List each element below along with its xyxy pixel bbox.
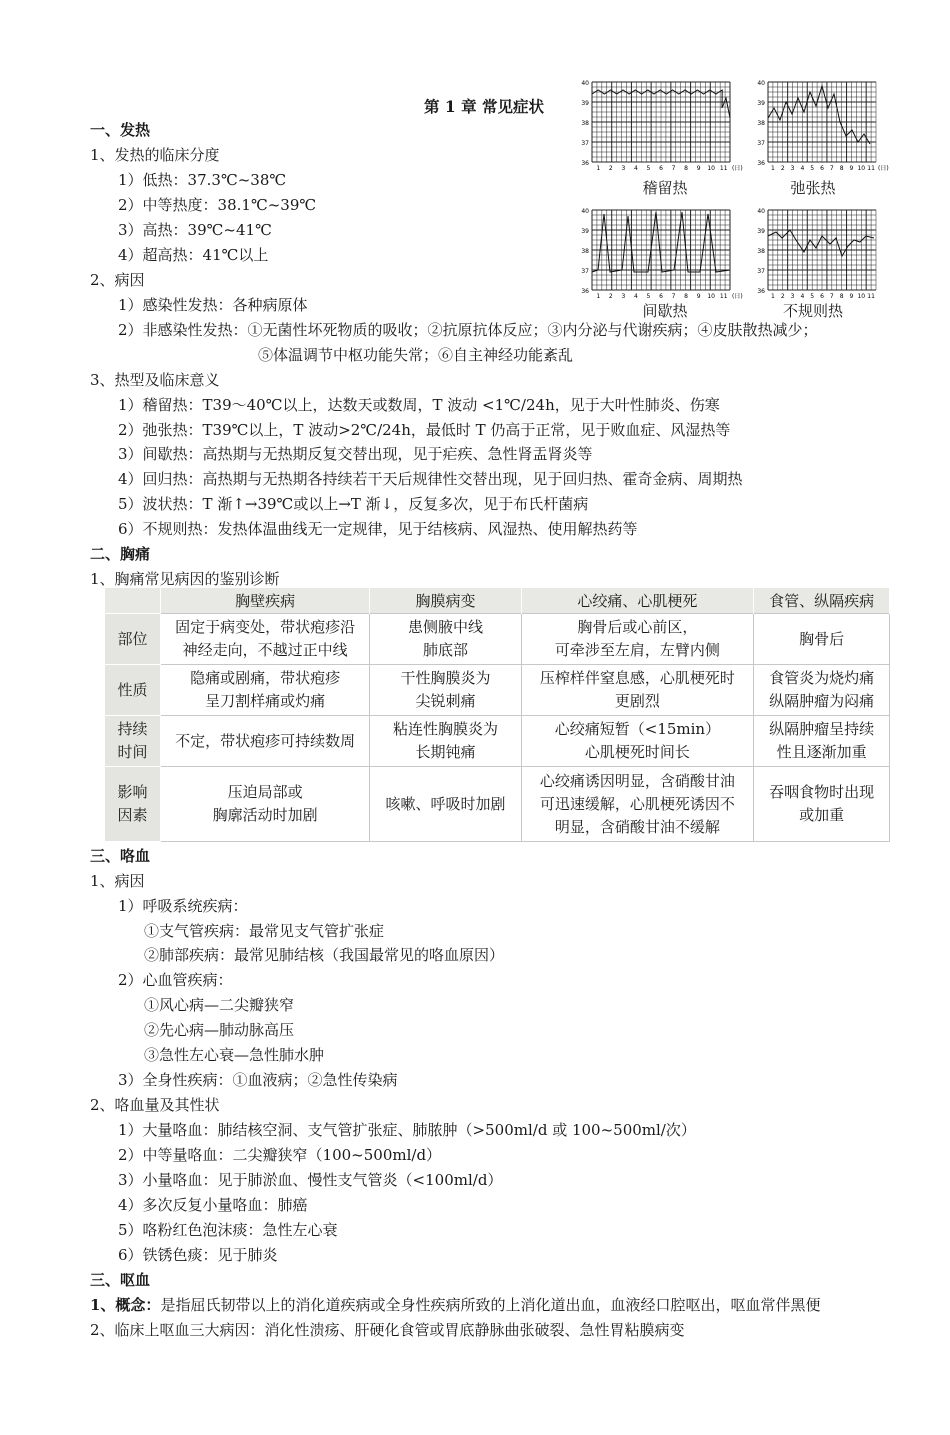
table-cell: 胸骨后或心前区， 可牵涉至左肩，左臂内侧	[521, 614, 754, 665]
table-cell: 纵隔肿瘤呈持续 性且逐渐加重	[754, 716, 890, 767]
cause-subitem: ②肺部疾病：最常见肺结核（我国最常见的咯血原因）	[144, 946, 505, 964]
y-tick: 40	[581, 208, 589, 215]
fever-type-item: 4）回归热：高热期与无热期各持续若干天后规律性交替出现，见于回归热、霍奇金病、周期热	[118, 470, 743, 488]
grid	[592, 82, 730, 162]
fever-curve-intermittent	[570, 196, 743, 301]
subheading-differential: 1、胸痛常见病因的鉴别诊断	[90, 570, 280, 588]
y-tick: 40	[581, 80, 589, 87]
cause-subitem: ①支气管疾病：最常见支气管扩张症	[144, 922, 385, 940]
x-tick: 2	[608, 165, 613, 172]
table-cell: 不定，带状疱疹可持续数周	[160, 716, 369, 767]
x-tick: 8	[684, 293, 689, 300]
x-tick: 4	[800, 293, 805, 300]
x-tick: 8	[839, 293, 844, 300]
amount-item: 6）铁锈色痰：见于肺炎	[118, 1246, 278, 1264]
subheading-causes: 1、病因	[90, 872, 145, 890]
table-cell: 压榨样伴窒息感，心肌梗死时 更剧烈	[521, 665, 754, 716]
x-tick: 6	[659, 293, 663, 300]
cause-item: 2）非感染性发热：①无菌性坏死物质的吸收；②抗原抗体反应；③内分泌与代谢疾病；④皮肤散热减少；	[118, 321, 818, 339]
caption-sustained: 稽留热	[642, 179, 688, 197]
table-row	[105, 665, 890, 716]
cause-subitem: ①风心病—二尖瓣狭窄	[144, 996, 295, 1014]
amount-item: 1）大量咯血：肺结核空洞、支气管扩张症、肺脓肿（>500ml/d 或 100~500ml/次）	[118, 1121, 696, 1139]
x-tick: 9	[849, 165, 854, 172]
x-tick: 6	[820, 293, 824, 300]
table-header: 心绞痛、心肌梗死	[521, 588, 754, 614]
x-tick: 10	[857, 293, 866, 300]
x-tick: 6	[820, 165, 824, 172]
definition-label: 1、概念：	[90, 1296, 161, 1314]
y-tick: 39	[581, 100, 589, 107]
fever-type-item: 6）不规则热：发热体温曲线无一定规律，见于结核病、风湿热、使用解热药等	[118, 520, 638, 538]
causes-line: 2、临床上呕血三大病因：消化性溃疡、肝硬化食管或胃底静脉曲张破裂、急性胃粘膜病变	[90, 1321, 685, 1339]
fever-type-item: 3）间歇热：高热期与无热期反复交替出现，见于疟疾、急性肾盂肾炎等	[118, 445, 593, 463]
cause-subitem: ②先心病—肺动脉高压	[144, 1021, 295, 1039]
x-suffix: (日)	[878, 165, 889, 172]
grid	[768, 82, 876, 162]
fever-curve-sustained	[570, 78, 743, 174]
y-tick: 38	[581, 248, 589, 255]
x-tick: 11	[867, 293, 875, 300]
x-tick: 1	[770, 293, 775, 300]
x-tick: 11	[719, 293, 728, 300]
x-tick: 4	[800, 165, 805, 172]
x-tick: 5	[810, 165, 815, 172]
x-suffix: (日)	[732, 165, 743, 172]
subheading-types: 3、热型及临床意义	[90, 371, 220, 389]
x-tick: 2	[608, 293, 613, 300]
y-tick: 36	[581, 160, 589, 167]
amount-item: 3）小量咯血：见于肺淤血、慢性支气管炎（<100ml/d）	[118, 1171, 503, 1189]
row-label: 影响 因素	[105, 767, 161, 842]
subheading-grades: 1、发热的临床分度	[90, 146, 220, 164]
x-tick: 1	[770, 165, 775, 172]
cause-item: 1）呼吸系统疾病：	[118, 897, 248, 915]
x-tick: 10	[707, 293, 716, 300]
caption-intermittent: 间歇热	[642, 302, 688, 320]
grade-item: 4）超高热：41℃以上	[118, 246, 269, 264]
table-header: 食管、纵隔疾病	[754, 588, 890, 614]
table-row	[105, 767, 890, 842]
x-tick: 7	[829, 293, 834, 300]
subheading-amount: 2、咯血量及其性状	[90, 1096, 220, 1114]
chest-pain-table	[104, 588, 890, 842]
y-tick: 37	[581, 268, 589, 275]
fever-type-item: 2）弛张热：T39℃以上，T 波动>2℃/24h，最低时 T 仍高于正常，见于败血症、风湿热等	[118, 421, 731, 439]
x-tick: 11	[867, 165, 875, 172]
fever-type-item: 1）稽留热：T39～40℃以上，达数天或数周，T 波动 <1℃/24h，见于大叶性肺炎、伤寒	[118, 396, 720, 414]
table-cell: 隐痛或剧痛，带状疱疹 呈刀割样痛或灼痛	[160, 665, 369, 716]
y-tick: 38	[757, 120, 765, 127]
x-tick: 2	[780, 293, 785, 300]
table-cell: 固定于病变处，带状疱疹沿 神经走向，不越过正中线	[160, 614, 369, 665]
fever-curve-remittent	[752, 78, 889, 174]
curve	[768, 86, 870, 144]
x-tick: 8	[839, 165, 844, 172]
cause-item: 3）全身性疾病：①血液病；②急性传染病	[118, 1071, 398, 1089]
subheading-causes: 2、病因	[90, 271, 145, 289]
x-tick: 4	[633, 293, 638, 300]
y-tick: 37	[581, 140, 589, 147]
table-cell: 胸骨后	[754, 614, 890, 665]
table-cell: 咳嗽、呼吸时加剧	[370, 767, 521, 842]
table-header: 胸壁疾病	[160, 588, 369, 614]
x-tick: 8	[684, 165, 689, 172]
caption-remittent: 弛张热	[790, 179, 836, 197]
cause-subitem: ③急性左心衰—急性肺水肿	[144, 1046, 325, 1064]
y-tick: 37	[757, 268, 765, 275]
x-tick: 5	[646, 293, 651, 300]
grid	[768, 210, 876, 290]
row-label: 持续 时间	[105, 716, 161, 767]
cause-item-cont: ⑤体温调节中枢功能失常；⑥自主神经功能紊乱	[258, 346, 574, 364]
section-heading-chest-pain: 二、胸痛	[90, 545, 151, 563]
table-cell: 心绞痛诱因明显，含硝酸甘油 可迅速缓解，心肌梗死诱因不 明显，含硝酸甘油不缓解	[521, 767, 754, 842]
table-cell: 干性胸膜炎为 尖锐刺痛	[370, 665, 521, 716]
y-tick: 39	[757, 100, 765, 107]
y-tick: 37	[757, 140, 765, 147]
y-tick: 38	[581, 120, 589, 127]
y-tick: 40	[757, 80, 765, 87]
table-row	[105, 716, 890, 767]
x-tick: 9	[849, 293, 854, 300]
x-tick: 1	[596, 165, 601, 172]
caption-irregular: 不规则热	[782, 302, 843, 320]
x-tick: 5	[810, 293, 815, 300]
x-tick: 5	[646, 165, 651, 172]
grade-item: 2）中等热度：38.1℃~39℃	[118, 196, 317, 214]
x-tick: 4	[633, 165, 638, 172]
definition-line	[90, 1294, 820, 1315]
table-cell: 压迫局部或 胸廓活动时加剧	[160, 767, 369, 842]
chapter-title: 第 1 章 常见症状	[424, 97, 544, 116]
x-tick: 3	[621, 165, 626, 172]
row-label: 部位	[105, 614, 161, 665]
x-tick: 1	[596, 293, 601, 300]
section-heading-fever: 一、发热	[90, 121, 151, 139]
cause-item: 1）感染性发热：各种病原体	[118, 296, 308, 314]
amount-item: 5）咯粉红色泡沫痰：急性左心衰	[118, 1221, 338, 1239]
table-corner	[105, 588, 161, 614]
row-label: 性质	[105, 665, 161, 716]
cause-item: 2）心血管疾病：	[118, 971, 233, 989]
y-tick: 36	[757, 160, 765, 167]
y-tick: 39	[581, 228, 589, 235]
x-tick: 6	[659, 165, 663, 172]
table-cell: 心绞痛短暂（<15min） 心肌梗死时间长	[521, 716, 754, 767]
fever-curve-irregular	[752, 196, 882, 301]
x-tick: 3	[621, 293, 626, 300]
fever-type-item: 5）波状热：T 渐↑→39℃或以上→T 渐↓，反复多次，见于布氏杆菌病	[118, 495, 589, 513]
table-header: 胸膜病变	[370, 588, 521, 614]
x-tick: 9	[696, 293, 701, 300]
grade-item: 3）高热：39℃~41℃	[118, 221, 272, 239]
x-suffix: (日)	[732, 293, 743, 300]
y-tick: 39	[757, 228, 765, 235]
table-cell: 食管炎为烧灼痛 纵隔肿瘤为闷痛	[754, 665, 890, 716]
curve	[768, 230, 874, 256]
x-tick: 7	[829, 165, 834, 172]
section-heading-hematemesis: 三、呕血	[90, 1271, 151, 1289]
y-tick: 36	[581, 288, 589, 295]
grade-item: 1）低热：37.3℃~38℃	[118, 171, 287, 189]
x-tick: 3	[790, 165, 795, 172]
table-row	[105, 614, 890, 665]
x-tick: 9	[696, 165, 701, 172]
y-tick: 38	[757, 248, 765, 255]
y-tick: 40	[757, 208, 765, 215]
x-tick: 7	[671, 165, 676, 172]
x-tick: 10	[707, 165, 716, 172]
section-heading-hemoptysis: 三、咯血	[90, 847, 151, 865]
x-tick: 3	[790, 293, 795, 300]
y-tick: 36	[757, 288, 765, 295]
x-tick: 11	[719, 165, 728, 172]
x-tick: 7	[671, 293, 676, 300]
x-tick: 2	[780, 165, 785, 172]
table-cell: 粘连性胸膜炎为 长期钝痛	[370, 716, 521, 767]
amount-item: 4）多次反复小量咯血：肺癌	[118, 1196, 308, 1214]
definition-text: 是指屈氏韧带以上的消化道疾病或全身性疾病所致的上消化道出血，血液经口腔呕出，呕血常伴黑便	[160, 1296, 821, 1314]
amount-item: 2）中等量咯血：二尖瓣狭窄（100~500ml/d）	[118, 1146, 442, 1164]
table-cell: 吞咽食物时出现 或加重	[754, 767, 890, 842]
table-cell: 患侧腋中线 肺底部	[370, 614, 521, 665]
x-tick: 10	[857, 165, 866, 172]
